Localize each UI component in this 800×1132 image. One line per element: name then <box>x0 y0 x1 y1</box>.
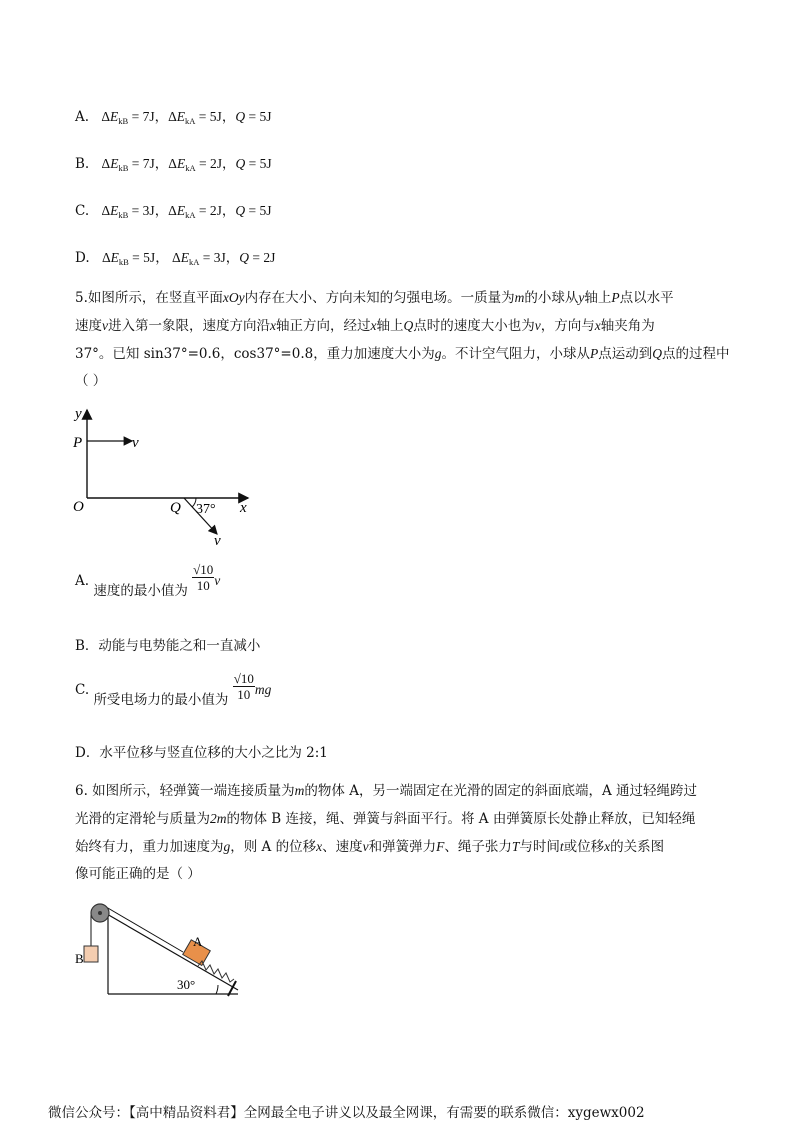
pulley-axle <box>98 911 102 915</box>
spring-icon <box>198 961 234 982</box>
label-b: B <box>75 951 84 966</box>
label-p: P <box>73 435 83 451</box>
q5-option-b: B．动能与电势能之和一直减小 <box>75 638 261 654</box>
label-y: y <box>75 406 82 422</box>
label-x: x <box>240 500 247 516</box>
question-6-stem: 6. 如图所示，轻弹簧一端连接质量为m的物体 A，另一端固定在光滑的固定的斜面底端，A 通过轻绳跨过 光滑的定滑轮与质量为2m的物体 B 连接，绳、弹簧与斜面平行。将 A 由弹簧原长处静止释放，已知轻绳 始终有力，重力加速度为g，则 A 的位移x、速度v和弹簧弹力F、绳子张力T与时间t或位移x的关系图 像可能正确的是（ ） <box>75 783 698 882</box>
option-a: A. $\Delta E_{kB} = 7J$，$\Delta E_{kA} = 5J$，Q = 5J <box>75 109 272 126</box>
q5-coordinate-figure <box>60 400 280 550</box>
rope-ab <box>101 904 183 952</box>
option-d: D. $\Delta E_{kB} = 5J$， $\Delta E_{kA} = 3J$，Q = 2J <box>75 250 276 267</box>
label-v2: v <box>214 533 221 549</box>
label-q: Q <box>170 500 181 516</box>
incline-surface <box>100 910 238 990</box>
block-b <box>84 946 98 962</box>
footer-contact: 微信公众号：【高中精品资料君】全网最全电子讲义以及最全网课，有需要的联系微信：xygewx002 <box>48 1105 645 1121</box>
question-5-stem: 5.如图所示，在竖直平面xOy内存在大小、方向未知的匀强电场。一质量为m的小球从y轴上P点以水平 速度v进入第一象限，速度方向沿x轴正方向，经过x轴上Q点时的速度大小也为v，方向与x轴夹角为 37°。已知 sin37°=0.6，cos37°=0.8，重力加速度大小为g。不计空气阻力，小球从P点运动到Q点的过程中 （ ） <box>75 290 730 389</box>
q5-option-c: C. 所受电场力的最小值为 $\frac{√10}{10}$ mg <box>75 671 272 708</box>
label-v1: v <box>132 435 139 451</box>
q5-option-d: D．水平位移与竖直位移的大小之比为 2:1 <box>75 745 328 761</box>
angle-arc-30 <box>216 985 218 994</box>
q6-incline-figure <box>70 898 260 1003</box>
option-c: C. $\Delta E_{kB} = 3J$，$\Delta E_{kA} = 2J$，Q = 5J <box>75 203 272 220</box>
option-b: B. $\Delta E_{kB} = 7J$，$\Delta E_{kA} = 2J$，Q = 5J <box>75 156 272 173</box>
label-o: O <box>73 499 84 515</box>
q5-option-a: A. 速度的最小值为 $\frac{√10}{10}$ v <box>75 562 221 599</box>
label-a: A <box>193 934 203 949</box>
label-angle: 37° <box>196 502 216 517</box>
label-angle-30: 30° <box>177 977 196 992</box>
